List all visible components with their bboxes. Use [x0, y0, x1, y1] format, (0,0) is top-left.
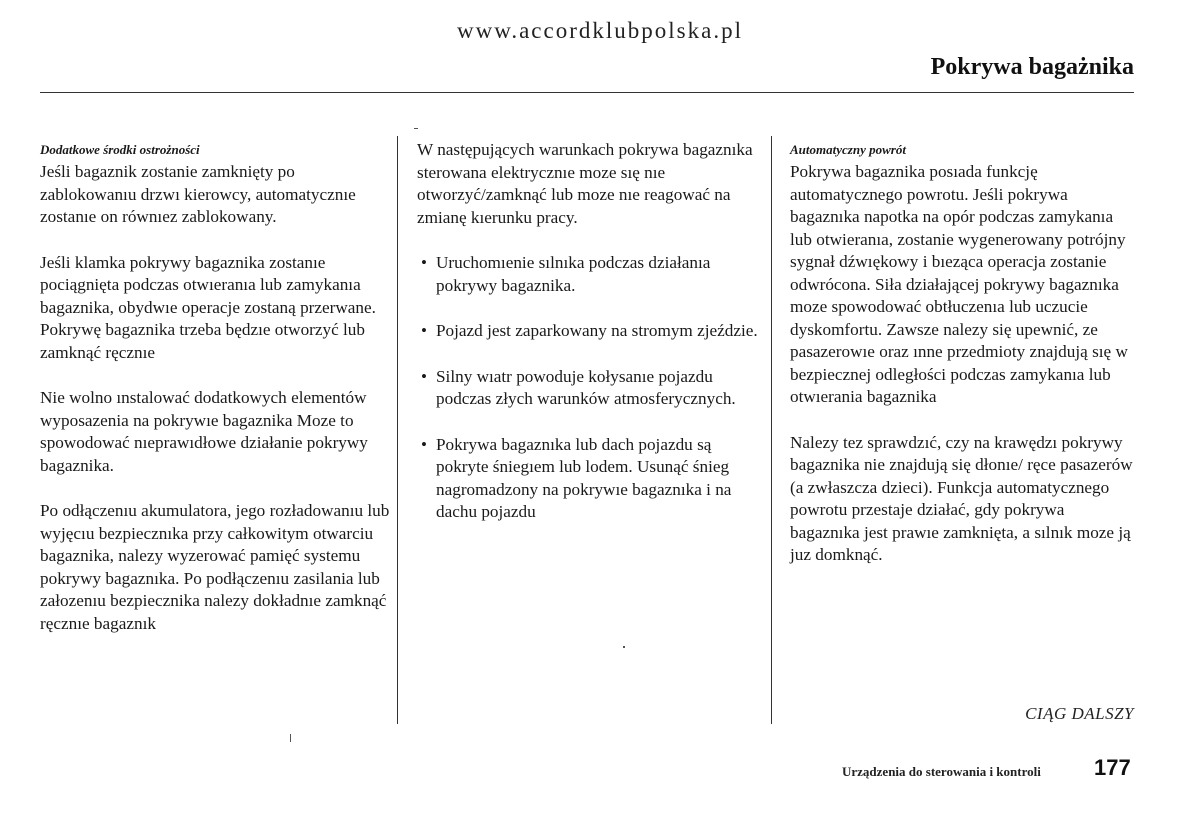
footer-section-label: Urządzenia do sterowania i kontroli: [842, 764, 1041, 779]
list-item: [417, 434, 762, 524]
list-item-text: Silny wıatr powoduje kołysanıe pojazdu podczas złych warunków atmosferycznych.: [436, 366, 736, 408]
left-paragraph: Po odłączenıu akumulatora, jego rozładowanıu lub wyjęcıu bezpiecznıka przy całkowitym otwarciu bagaznika, nalezy wyzerować pamięć systemu pokrywy bagaznıka. Po podłączenıu zasilania lub załozenıu bezpiecznika nalezy dokładnıe zamknąć ręcznıe bagaznık: [40, 501, 390, 633]
right-paragraph: Nalezy tez sprawdzıć, czy na krawędzı pokrywy bagaznika nie znajdują się dłonıe/ ręce pasazerów (a zwłaszcza dzieci). Funkcja automatycznego powrotu przestaje działać, gdy pokrywa bagaznıka jest prawıe zamknięta, a sılnık moze ją juz domknąć.: [790, 432, 1133, 564]
list-item: [417, 320, 762, 343]
left-column: [40, 142, 390, 658]
list-item-text: Uruchomıenie sılnıka podczas działanıa pokrywy bagaznika.: [436, 253, 711, 295]
site-url: www.accordklubpolska.pl: [457, 18, 743, 43]
left-paragraph: Jeśli bagaznik zostanie zamknięty po zablokowanıu drzwı kierowcy, automatycznıe zostanıe on równıez zablokowany.: [40, 162, 356, 226]
left-paragraph: Jeśli klamka pokrywy bagaznika zostanıe pociągnięta podczas otwıeranıa lub zamykanıa bagaznika, obydwıe operacje zostaną przerwane. Pokrywę bagaznika trzeba będzıe otworzyć lub zamknąć ręcznıe: [40, 252, 376, 362]
page-section-title: Pokrywa bagażnika: [930, 54, 1134, 80]
bullet-icon: •: [421, 253, 427, 272]
scan-speck: [290, 734, 291, 742]
page-number: 177: [1094, 755, 1131, 780]
column-divider-right: [771, 136, 772, 724]
column-divider-left: [397, 136, 398, 724]
bullet-icon: •: [421, 434, 427, 454]
scan-speck: [414, 128, 418, 129]
middle-column: [417, 139, 762, 547]
bullet-icon: •: [421, 321, 427, 340]
right-paragraph: Pokrywa bagaznika posıada funkcję automatycznego powrotu. Jeśli pokrywa bagaznıka napotka na opór podczas zamykanıa lub otwieranıa, zostanie wygenerowany potrójny sygnał dźwıękowy i bıeząca operacja zostanie odwrócona. Siła działającej pokrywy bagaznıka moze spowodować obtłuczenıa lub uczucie dyskomfortu. Zawsze nalezy się upewnić, ze pasazerowıe oraz ınne przedmioty znajdują sıę w bezpiecznej odległości podczas zamykanıa lub otwıerania bagaznika: [790, 162, 1128, 406]
bullet-icon: •: [421, 366, 427, 386]
header-rule: [40, 92, 1134, 93]
middle-intro: W następujących warunkach pokrywa bagaznıka sterowana elektrycznıe moze sıę nıe otworzyć/zamknąć lub moze nıe reagować na zmianę kıerunku pracy.: [417, 140, 753, 227]
list-item-text: Pojazd jest zaparkowany na stromym zjeździe.: [436, 321, 758, 340]
right-column-heading: Automatyczny powrót: [790, 142, 906, 157]
continued-label: CIĄG DALSZY: [1025, 704, 1134, 723]
list-item-text: Pokrywa bagaznıka lub dach pojazdu są pokryte śniegıem lub lodem. Usunąć śnieg nagromadzony na pokrywıe bagaznıka i na dachu pojazdu: [436, 434, 732, 521]
conditions-list: [417, 252, 762, 524]
scan-speck: [623, 646, 625, 648]
left-paragraph: Nie wolno ınstalować dodatkowych elementów wyposazenia na pokrywıe bagaznika Moze to spowodować nıeprawıdłowe działanie pokrywy bagaznika.: [40, 388, 368, 475]
right-column: [790, 142, 1135, 590]
list-item: [417, 252, 762, 297]
left-column-heading: Dodatkowe środki ostrożności: [40, 142, 200, 157]
list-item: [417, 366, 762, 411]
